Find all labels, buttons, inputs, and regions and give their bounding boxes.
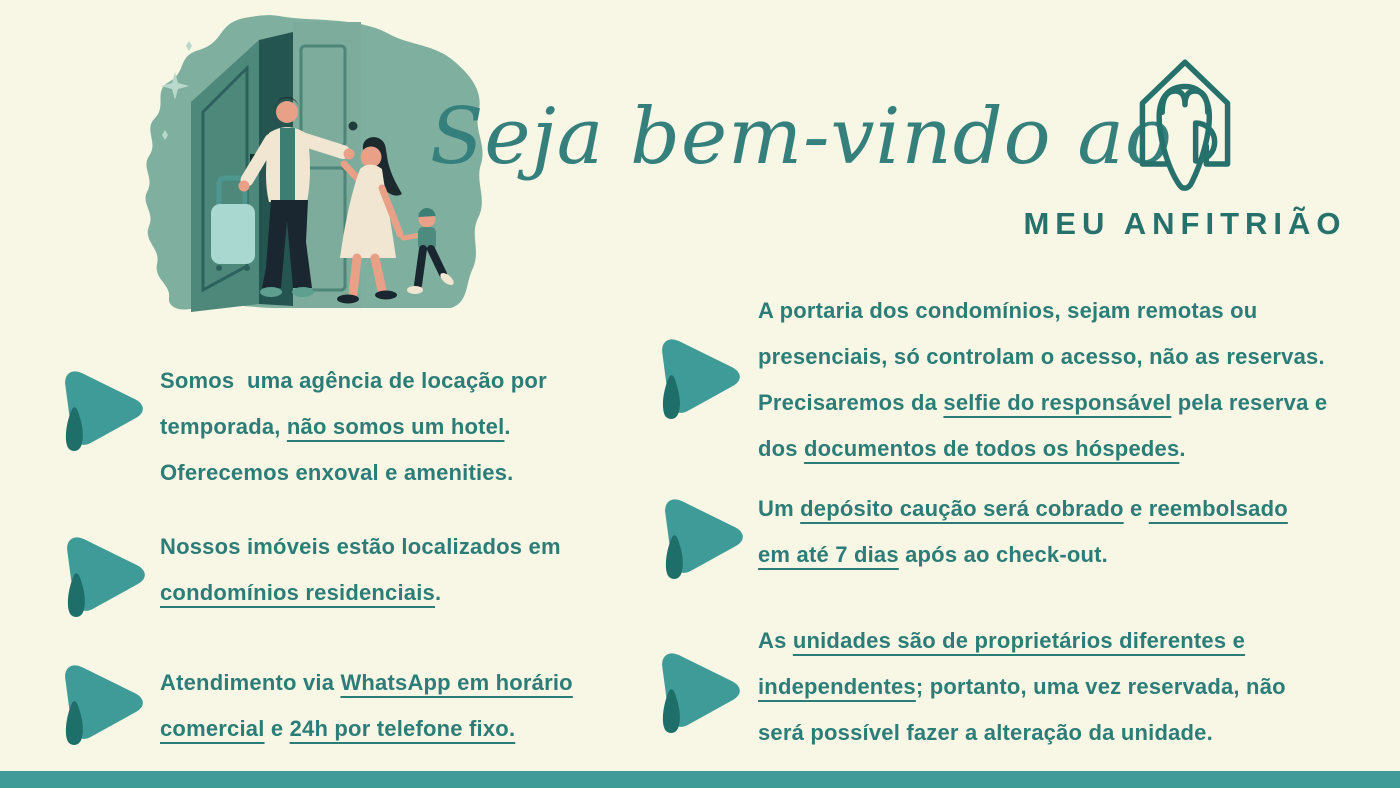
bottom-accent-bar [0, 771, 1400, 788]
arrow-bullet-icon [58, 364, 148, 460]
arrow-bullet-icon [655, 646, 745, 742]
arrow-bullet-icon [658, 492, 748, 588]
arrow-bullet-icon [655, 332, 745, 428]
bullet-text: Nossos imóveis estão localizados em condomínios residenciais. [160, 534, 561, 605]
bullet-text: As unidades são de proprietários diferentes e independentes; portanto, uma vez reservada, não será possível fazer a alteração da unidade. [758, 628, 1286, 745]
arrow-bullet-icon [60, 530, 150, 626]
door-knob [349, 122, 358, 131]
brand-name: MEU ANFITRIÃO [1023, 206, 1347, 241]
brand-logo [1020, 50, 1350, 242]
arrow-bullet-icon [58, 658, 148, 754]
house-owl-icon [1109, 50, 1261, 202]
bullet-text: A portaria dos condomínios, sejam remotas ou presenciais, só controlam o acesso, não as reservas. Precisaremos da selfie do responsável pela reserva e dos documentos de todos os hóspedes. [758, 298, 1328, 461]
bullet-text: Um depósito caução será cobrado e reembolsado em até 7 dias após ao check-out. [758, 496, 1288, 567]
welcome-script-heading: Seja bem-vindo ao [430, 92, 1173, 182]
bullet-text: Atendimento via WhatsApp em horário comercial e 24h por telefone fixo. [160, 670, 573, 741]
bullet-text: Somos uma agência de locação por temporada, não somos um hotel. Oferecemos enxoval e amenities. [160, 368, 547, 485]
